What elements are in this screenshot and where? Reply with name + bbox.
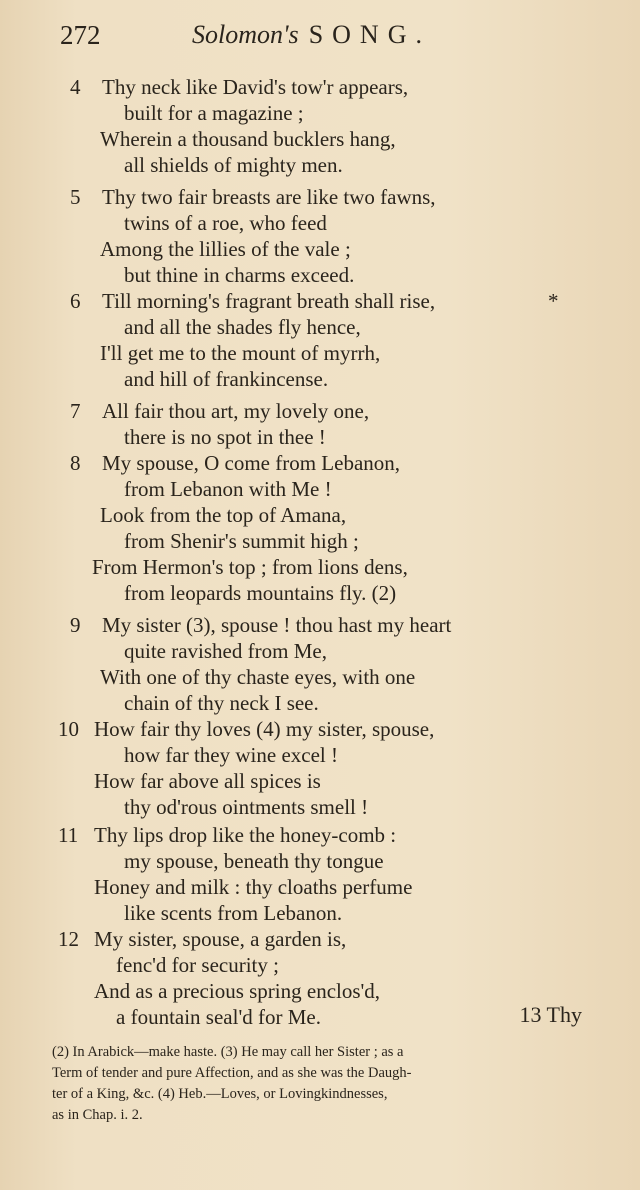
verse-line: How far above all spices is [94, 769, 321, 793]
footnote-line: as in Chap. i. 2. [52, 1107, 143, 1123]
page-number: 272 [60, 20, 101, 50]
verse-line: there is no spot in thee ! [124, 425, 326, 449]
verse-line: My spouse, O come from Lebanon, [102, 451, 401, 475]
verse-line: thy od'rous ointments smell ! [124, 795, 369, 819]
verse-number: 7 [70, 399, 81, 423]
verse-line: Among the lillies of the vale ; [100, 237, 351, 261]
verse-number: 9 [70, 613, 81, 637]
verse-line: like scents from Lebanon. [124, 901, 343, 925]
verse-line: twins of a roe, who feed [124, 211, 327, 235]
verse-line: from Shenir's summit high ; [124, 529, 359, 553]
verse-line: Thy lips drop like the honey-comb : [94, 823, 397, 847]
verse-line: fenc'd for security ; [116, 953, 279, 977]
verse-line: I'll get me to the mount of myrrh, [100, 341, 381, 365]
verse-line: how far they wine excel ! [124, 743, 338, 767]
verse-line: Wherein a thousand bucklers hang, [100, 127, 396, 151]
verse-line: Till morning's fragrant breath shall rise, [102, 289, 436, 313]
verse-number: 8 [70, 451, 81, 475]
verse-number: 4 [70, 75, 81, 99]
verse-line: built for a magazine ; [124, 101, 304, 125]
verse-line: With one of thy chaste eyes, with one [100, 665, 416, 689]
verse-number: 10 [58, 717, 79, 741]
footnote-line: Term of tender and pure Affection, and as she was the Daugh- [52, 1065, 412, 1081]
verse-line: Thy neck like David's tow'r appears, [102, 75, 409, 99]
running-head-italic: Solomon's [192, 20, 299, 49]
verse-line: My sister (3), spouse ! thou hast my heart [102, 613, 452, 637]
asterisk-mark: * [548, 289, 559, 313]
verse-line: Honey and milk : thy cloaths perfume [94, 875, 413, 899]
verse-line: Look from the top of Amana, [100, 503, 347, 527]
running-head [192, 20, 431, 50]
verse-line: from Lebanon with Me ! [124, 477, 332, 501]
verse-line: a fountain seal'd for Me. [116, 1005, 321, 1029]
verse-number: 11 [58, 823, 79, 847]
verse-line: How fair thy loves (4) my sister, spouse, [94, 717, 435, 741]
verse-number: 5 [70, 185, 81, 209]
verse-line: All fair thou art, my lovely one, [102, 399, 370, 423]
verse-line: Thy two fair breasts are like two fawns, [102, 185, 436, 209]
verse-line: from leopards mountains fly. (2) [124, 581, 397, 605]
verse-line: all shields of mighty men. [124, 153, 343, 177]
verse-line: chain of thy neck I see. [124, 691, 319, 715]
verse-line: quite ravished from Me, [124, 639, 327, 663]
footnote-line: ter of a King, &c. (4) Heb.—Loves, or Lovingkindnesses, [52, 1086, 388, 1102]
footnote-separator [60, 1037, 582, 1038]
verse-number: 6 [70, 289, 81, 313]
footnote-line: (2) In Arabick—make haste. (3) He may call her Sister ; as a [52, 1044, 404, 1060]
catchword: 13 Thy [519, 1002, 582, 1027]
verse-line: and hill of frankincense. [124, 367, 329, 391]
running-head-caps: SONG. [308, 20, 431, 49]
verse-number: 12 [58, 927, 79, 951]
verse-line: My sister, spouse, a garden is, [94, 927, 347, 951]
verse-line: From Hermon's top ; from lions dens, [92, 555, 408, 579]
verse-line: And as a precious spring enclos'd, [94, 979, 381, 1003]
verse-line: and all the shades fly hence, [124, 315, 361, 339]
verse-line: but thine in charms exceed. [124, 263, 355, 287]
verse-line: my spouse, beneath thy tongue [124, 849, 384, 873]
